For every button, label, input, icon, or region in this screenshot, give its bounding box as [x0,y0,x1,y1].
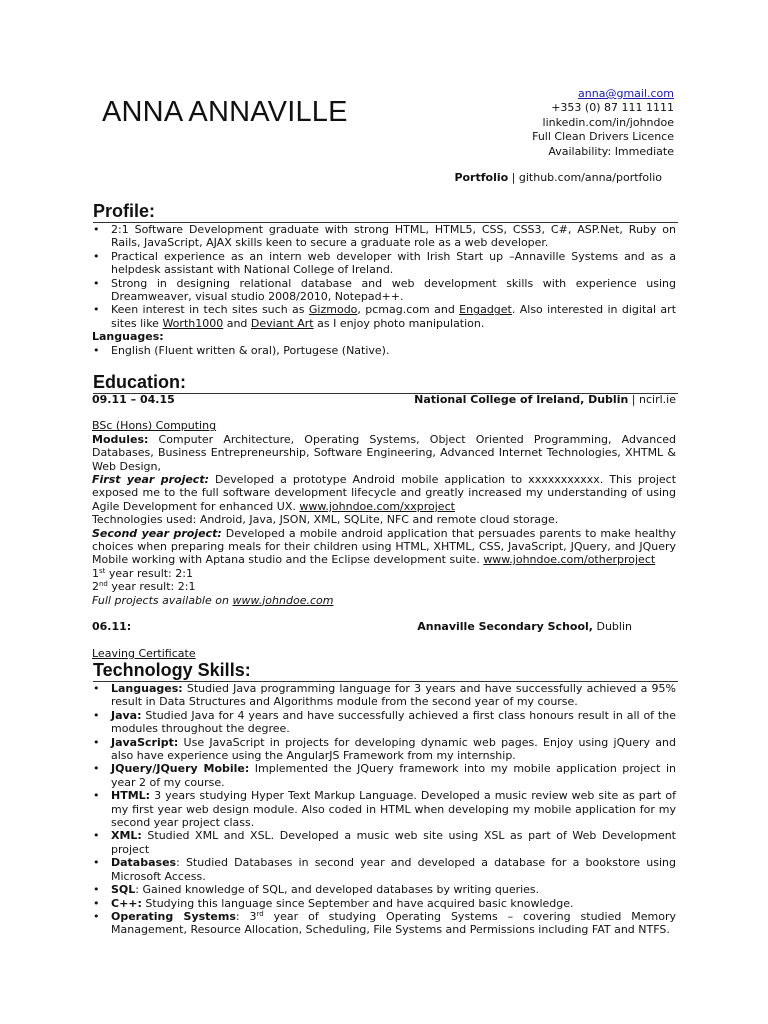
skill-item [92,762,676,789]
skill-item [92,736,676,763]
skill-text: Studying this language since September and have acquired basic knowledge. [141,896,574,910]
interest-text: . Also interested in digital art sites like [111,303,677,330]
first-year-link[interactable]: www.johndoe.com/xxproject [299,499,455,513]
skill-item [92,829,676,856]
result-num: 2 [92,580,99,594]
contact-block [532,87,674,159]
result-num: 1 [92,566,99,580]
skill-item-os [92,910,676,937]
interest-text: Keen interest in tech sites such as [111,303,309,317]
skill-item [92,883,676,896]
education-section [92,393,676,660]
skill-label: SQL [111,883,136,897]
skill-text: Implemented the JQuery framework into my mobile application project in year 2 of my course. [111,762,676,789]
second-year-link[interactable]: www.johndoe.com/otherproject [483,553,656,567]
skill-label: HTML: [111,789,151,803]
first-year-text: Developed a prototype Android mobile application to xxxxxxxxxxx. This project exposed me to the full software development lifecycle and greatly increased my understanding of using Agile Development for enhanced UX. [92,473,677,513]
skill-label: XML: [111,829,142,843]
profile-heading-rule [93,201,678,223]
second-year-result [92,580,676,593]
skill-text: : Gained knowledge of SQL, and developed databases by writing queries. [135,883,540,897]
school-dates: 06.11: [92,620,132,634]
skill-label: JQuery/JQuery Mobile: [111,762,250,776]
college-dates: 09.11 – 04.15 [92,393,175,406]
school-institution: Annaville Secondary School, [417,620,593,634]
licence-text: Full Clean Drivers Licence [532,130,674,144]
portfolio-line [454,171,662,184]
college-site: ncirl.ie [639,393,676,406]
result-sup: nd [99,580,108,589]
education-heading: Education: [93,372,186,392]
college-sep: | [628,393,640,406]
full-projects-link[interactable]: www.johndoe.com [232,593,334,607]
skill-item [92,789,676,829]
skills-heading-rule [93,660,678,682]
portfolio-url: github.com/anna/portfolio [518,171,662,184]
second-year-label: Second year project: [92,526,222,540]
profile-bullet-interests [92,303,676,330]
skill-item [92,709,676,736]
full-projects-text: Full projects available on [92,593,233,607]
skill-item [92,682,676,709]
result-text: year result: 2:1 [107,580,196,594]
profile-bullet: • 2:1 Software Development graduate with strong HTML, HTML5, CSS, CSS3, C#, ASP.Net, Ruby on Rails, JavaScript, AJAX skills keen to secure a graduate role as a web developer. [92,223,676,250]
result-sup: st [99,566,106,575]
first-year-label: First year project: [92,473,209,487]
skill-text: Studied XML and XSL. Developed a music web site using XSL as part of Web Development project [111,829,676,856]
candidate-name: ANNA ANNAVILLE [102,96,348,128]
skill-label: JavaScript: [111,735,179,749]
modules-label: Modules: [92,432,149,446]
skills-section [92,682,676,937]
skill-text: year of studying Operating Systems – covering studied Memory Management, Resource Allocation, Scheduling, File Systems and Permissions including FAT and NTFS. [111,909,676,937]
skill-label: Databases [111,856,177,870]
profile-list [92,223,676,330]
college-row [92,393,676,406]
college-institution: National College of Ireland, Dublin [414,393,629,406]
skill-sup: rd [256,909,264,918]
skills-list [92,682,676,937]
profile-bullet: • Practical experience as an intern web developer with Irish Start up –Annaville Systems and as a helpdesk assistant with National College of Ireland. [92,250,676,277]
school-city: Dublin [592,620,632,634]
availability-text: Availability: Immediate [548,144,674,158]
interest-text: , pcmag.com and [357,303,460,317]
linkedin-url: linkedin.com/in/johndoe [542,115,674,129]
skill-item [92,856,676,883]
profile-heading: Profile: [93,201,156,221]
technologies-used: Technologies used: Android, Java, JSON, XML, SQLite, NFC and remote cloud storage. [92,513,559,527]
modules-text: Computer Architecture, Operating Systems, Object Oriented Programming, Advanced Databases, Business Entrepreneurship, Software Engineering, Advanced Internet Technologies, XHTML & Web Design, [92,432,676,473]
college-name [414,393,676,406]
skill-item [92,897,676,910]
interest-text: and [223,316,251,330]
school-name [417,620,632,633]
degree-title: BSc (Hons) Computing [92,419,217,433]
education-heading-rule [93,372,678,394]
skill-label: C++: [111,896,142,910]
portfolio-label: Portfolio [454,171,509,184]
skills-heading: Technology Skills: [93,660,251,680]
skill-text: 3 years studying Hyper Text Markup Language. Developed a music review web site as part of my first year web design module. Also coded in HTML when developing my mobile application for my second year project class. [111,789,676,830]
skill-text: : 3 [235,909,257,923]
first-year-result [92,567,676,580]
languages-item: • English (Fluent written & oral), Portugese (Native). [92,344,676,357]
interest-text: as I enjoy photo manipulation. [313,316,485,330]
worth1000-link[interactable]: Worth1000 [162,316,224,330]
gizmodo-link[interactable]: Gizmodo [308,303,358,317]
school-row [92,620,676,633]
second-year-text: Developed a mobile android application that persuades parents to make healthy choices when preparing meals for their children using HTML, XHTML, CSS, JavaScript, JQuery, and JQuery Mobile working with Aptana studio and the Eclipse development suite. [92,526,676,567]
result-text: year result: 2:1 [105,566,193,580]
engadget-link[interactable]: Engadget [459,303,512,317]
leaving-certificate: Leaving Certificate [92,646,196,660]
skill-text: Studied Java programming language for 3 years and have successfully achieved a 95% result in Data Structures and Algorithms module from the second year of my course. [111,682,676,709]
skill-text: Use JavaScript in projects for developing dynamic web pages. Enjoy using jQuery and also have experience using the AngularJS Framework from my internship. [111,735,676,763]
portfolio-separator: | [508,171,519,184]
skill-label: Languages: [111,682,183,695]
deviantart-link[interactable]: Deviant Art [250,316,314,330]
profile-bullet: • Strong in designing relational database and web development skills with experience using Dreamweaver, visual studio 2008/2010, Notepad++. [92,277,676,304]
languages-label: Languages: [92,330,164,344]
skill-text: Studied Java for 4 years and have successfully achieved a first class honours result in all of the modules throughout the degree. [111,708,676,736]
skill-label: Java: [111,708,142,722]
skill-label: Operating Systems [111,909,236,923]
profile-section [92,223,676,357]
phone-number: +353 (0) 87 111 1111 [551,101,674,115]
full-projects-line [92,594,676,607]
skill-text: : Studied Databases in second year and developed a database for a bookstore using Microsoft Access. [111,856,676,883]
email-link[interactable]: anna@gmail.com [578,87,674,100]
